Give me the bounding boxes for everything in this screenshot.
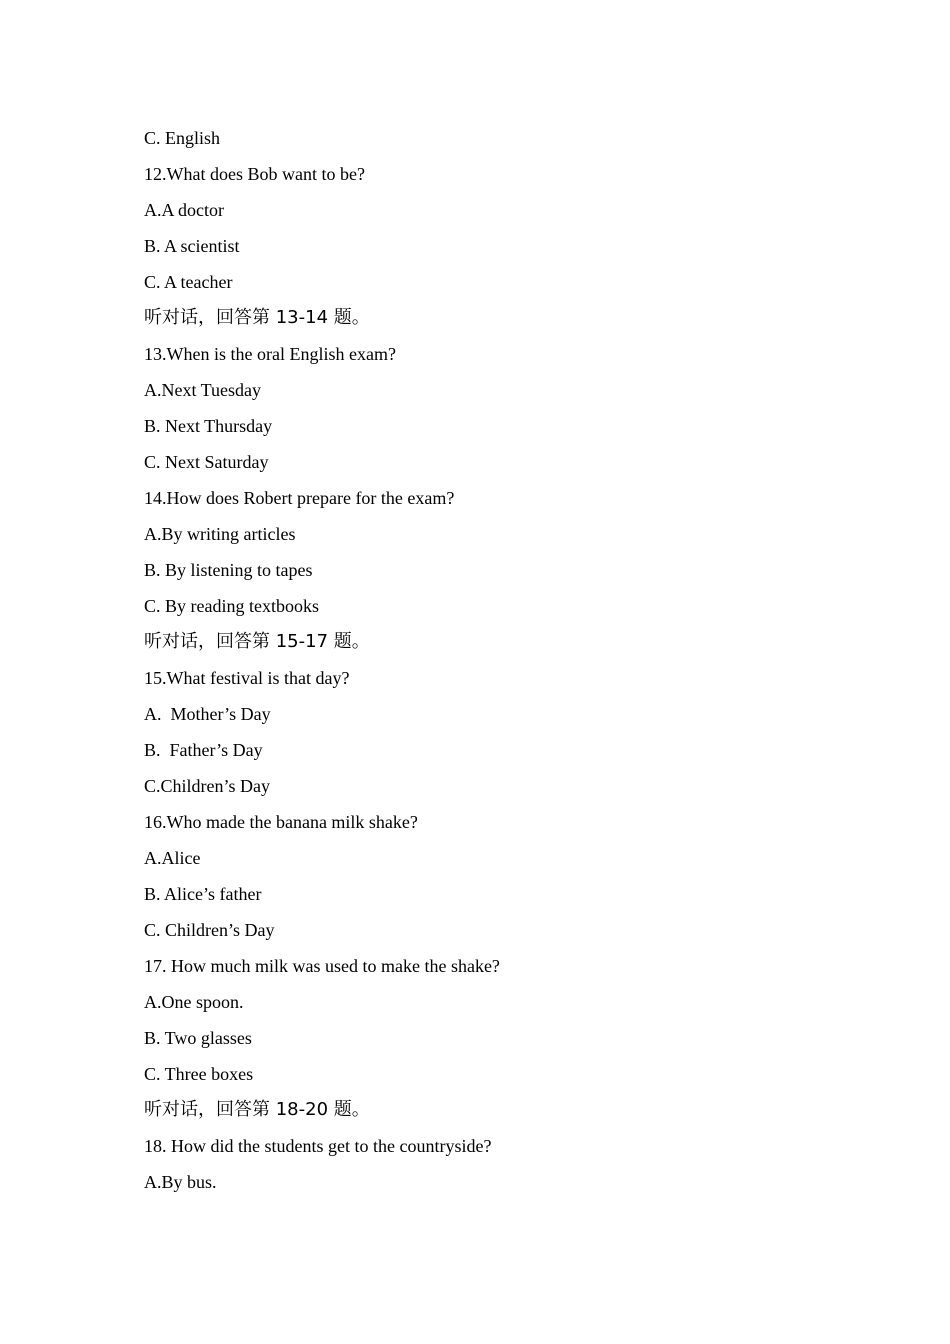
option-line: C. Three boxes bbox=[144, 1064, 254, 1084]
option-line: B. A scientist bbox=[144, 236, 240, 256]
option-line: A.Alice bbox=[144, 848, 201, 868]
option-line: A. Mother’s Day bbox=[144, 704, 271, 724]
option-line: C. A teacher bbox=[144, 272, 233, 292]
option-line: C. English bbox=[144, 128, 221, 148]
option-line: C. Next Saturday bbox=[144, 452, 269, 472]
option-line: A.A doctor bbox=[144, 200, 224, 220]
question-line: 16.Who made the banana milk shake? bbox=[144, 812, 418, 832]
question-line: 14.How does Robert prepare for the exam? bbox=[144, 488, 455, 508]
option-line: B. Father’s Day bbox=[144, 740, 263, 760]
question-line: 17. How much milk was used to make the shake? bbox=[144, 956, 500, 976]
option-line: B. By listening to tapes bbox=[144, 560, 313, 580]
option-line: C. Children’s Day bbox=[144, 920, 275, 940]
question-line: 15.What festival is that day? bbox=[144, 668, 350, 688]
option-line: C.Children’s Day bbox=[144, 776, 270, 796]
section-instruction: 听对话，回答第 13-14 题。 bbox=[144, 307, 370, 328]
question-line: 18. How did the students get to the countryside? bbox=[144, 1136, 492, 1156]
option-line: A.Next Tuesday bbox=[144, 380, 262, 400]
question-line: 12.What does Bob want to be? bbox=[144, 164, 365, 184]
section-instruction: 听对话，回答第 15-17 题。 bbox=[144, 631, 370, 652]
option-line: C. By reading textbooks bbox=[144, 596, 319, 616]
question-line: 13.When is the oral English exam? bbox=[144, 344, 396, 364]
section-instruction: 听对话，回答第 18-20 题。 bbox=[144, 1099, 370, 1120]
option-line: A.By writing articles bbox=[144, 524, 296, 544]
option-line: B. Next Thursday bbox=[144, 416, 273, 436]
document-page bbox=[144, 120, 844, 1200]
option-line: A.By bus. bbox=[144, 1172, 217, 1192]
option-line: B. Alice’s father bbox=[144, 884, 262, 904]
option-line: A.One spoon. bbox=[144, 992, 244, 1012]
option-line: B. Two glasses bbox=[144, 1028, 252, 1048]
